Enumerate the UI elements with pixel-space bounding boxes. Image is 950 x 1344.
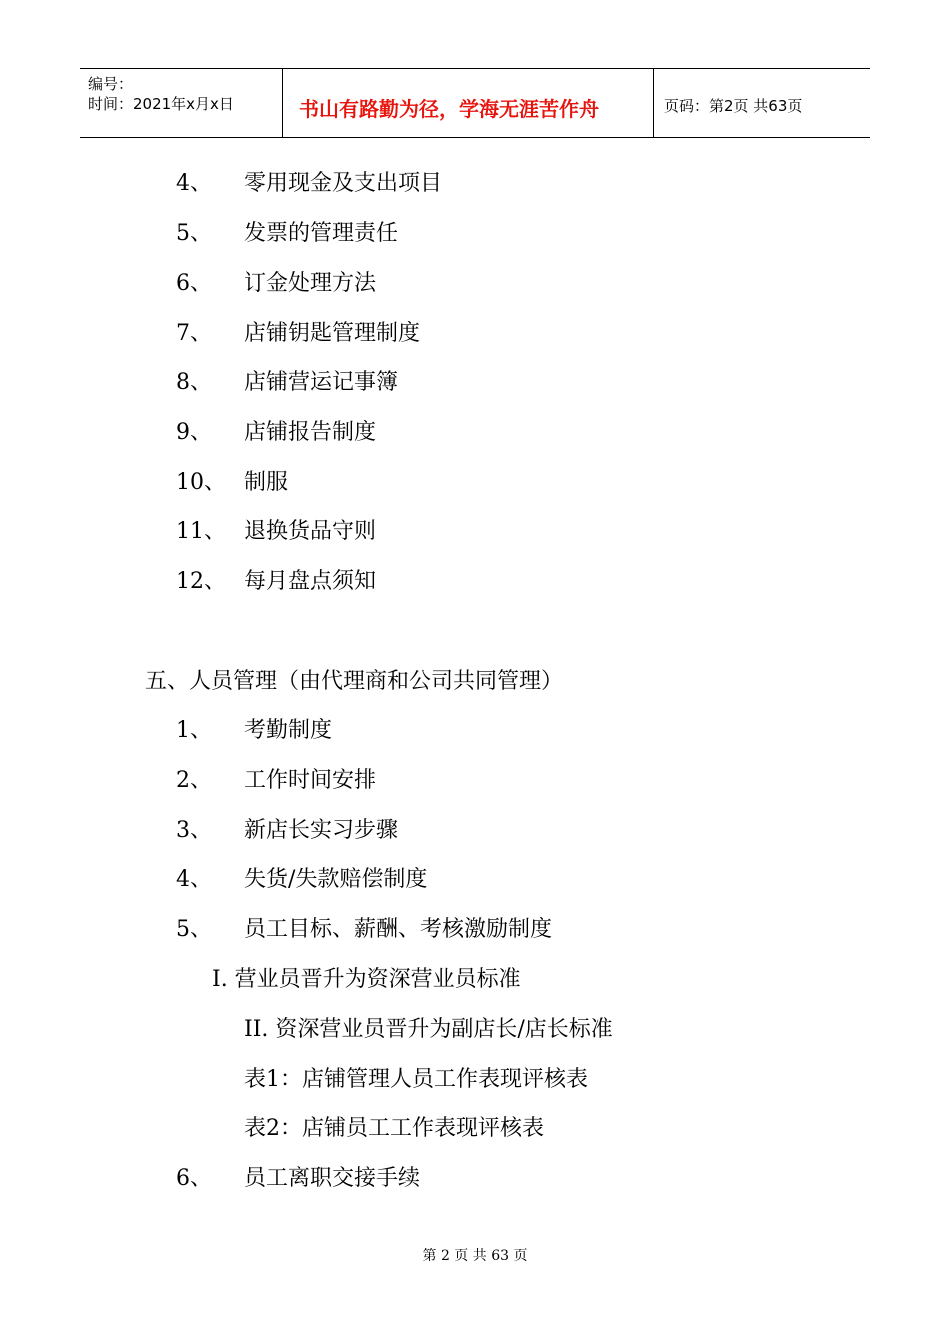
item-number: 2、 xyxy=(176,768,212,793)
item-text: 失货/失款赔偿制度 xyxy=(244,867,428,892)
item-number: 4、 xyxy=(176,867,212,892)
section-heading: 五、人员管理（由代理商和公司共同管理） xyxy=(145,669,564,694)
page-header xyxy=(80,68,870,138)
item-number: 8、 xyxy=(176,370,212,395)
item-number: 4、 xyxy=(176,171,212,196)
sub-item: II. 资深营业员晋升为副店长/店长标准 xyxy=(244,1017,613,1042)
item-number: 11、 xyxy=(176,519,226,544)
item-number: 3、 xyxy=(176,818,212,843)
item-number: 1、 xyxy=(176,718,212,743)
header-motto-cell xyxy=(283,69,654,137)
item-text: 退换货品守则 xyxy=(244,519,377,544)
item-text: 工作时间安排 xyxy=(244,768,377,793)
item-text: 发票的管理责任 xyxy=(244,221,399,246)
item-number: 6、 xyxy=(176,271,212,296)
item-number: 9、 xyxy=(176,420,212,445)
item-number: 5、 xyxy=(176,917,212,942)
item-text: 店铺钥匙管理制度 xyxy=(244,321,421,346)
item-number: 5、 xyxy=(176,221,212,246)
item-text: 每月盘点须知 xyxy=(244,569,377,594)
item-text: 员工离职交接手续 xyxy=(244,1166,421,1191)
item-text: 制服 xyxy=(244,470,289,495)
item-text: 零用现金及支出项目 xyxy=(244,171,443,196)
motto: 书山有路勤为径，学海无涯苦作舟 xyxy=(299,97,599,121)
item-number: 10、 xyxy=(176,470,226,495)
item-text: 员工目标、薪酬、考核激励制度 xyxy=(244,917,553,942)
item-text: 新店长实习步骤 xyxy=(244,818,399,843)
item-text: 考勤制度 xyxy=(244,718,333,743)
item-number: 6、 xyxy=(176,1166,212,1191)
sub-item: 表1：店铺管理人员工作表现评核表 xyxy=(244,1067,588,1092)
header-page-cell xyxy=(654,69,870,137)
serial-label: 编号： xyxy=(88,75,134,93)
time-label: 时间：2021年x月x日 xyxy=(88,95,234,113)
item-text: 店铺报告制度 xyxy=(244,420,377,445)
item-text: 店铺营运记事簿 xyxy=(244,370,399,395)
item-text: 订金处理方法 xyxy=(244,271,377,296)
page-footer: 第 2 页 共 63 页 xyxy=(422,1248,528,1264)
item-number: 7、 xyxy=(176,321,212,346)
sub-item: 表2：店铺员工工作表现评核表 xyxy=(244,1116,544,1141)
sub-item: I. 营业员晋升为资深营业员标准 xyxy=(212,967,521,992)
item-number: 12、 xyxy=(176,569,226,594)
header-info-cell xyxy=(80,69,283,137)
page-info: 页码：第2页 共63页 xyxy=(664,97,803,115)
